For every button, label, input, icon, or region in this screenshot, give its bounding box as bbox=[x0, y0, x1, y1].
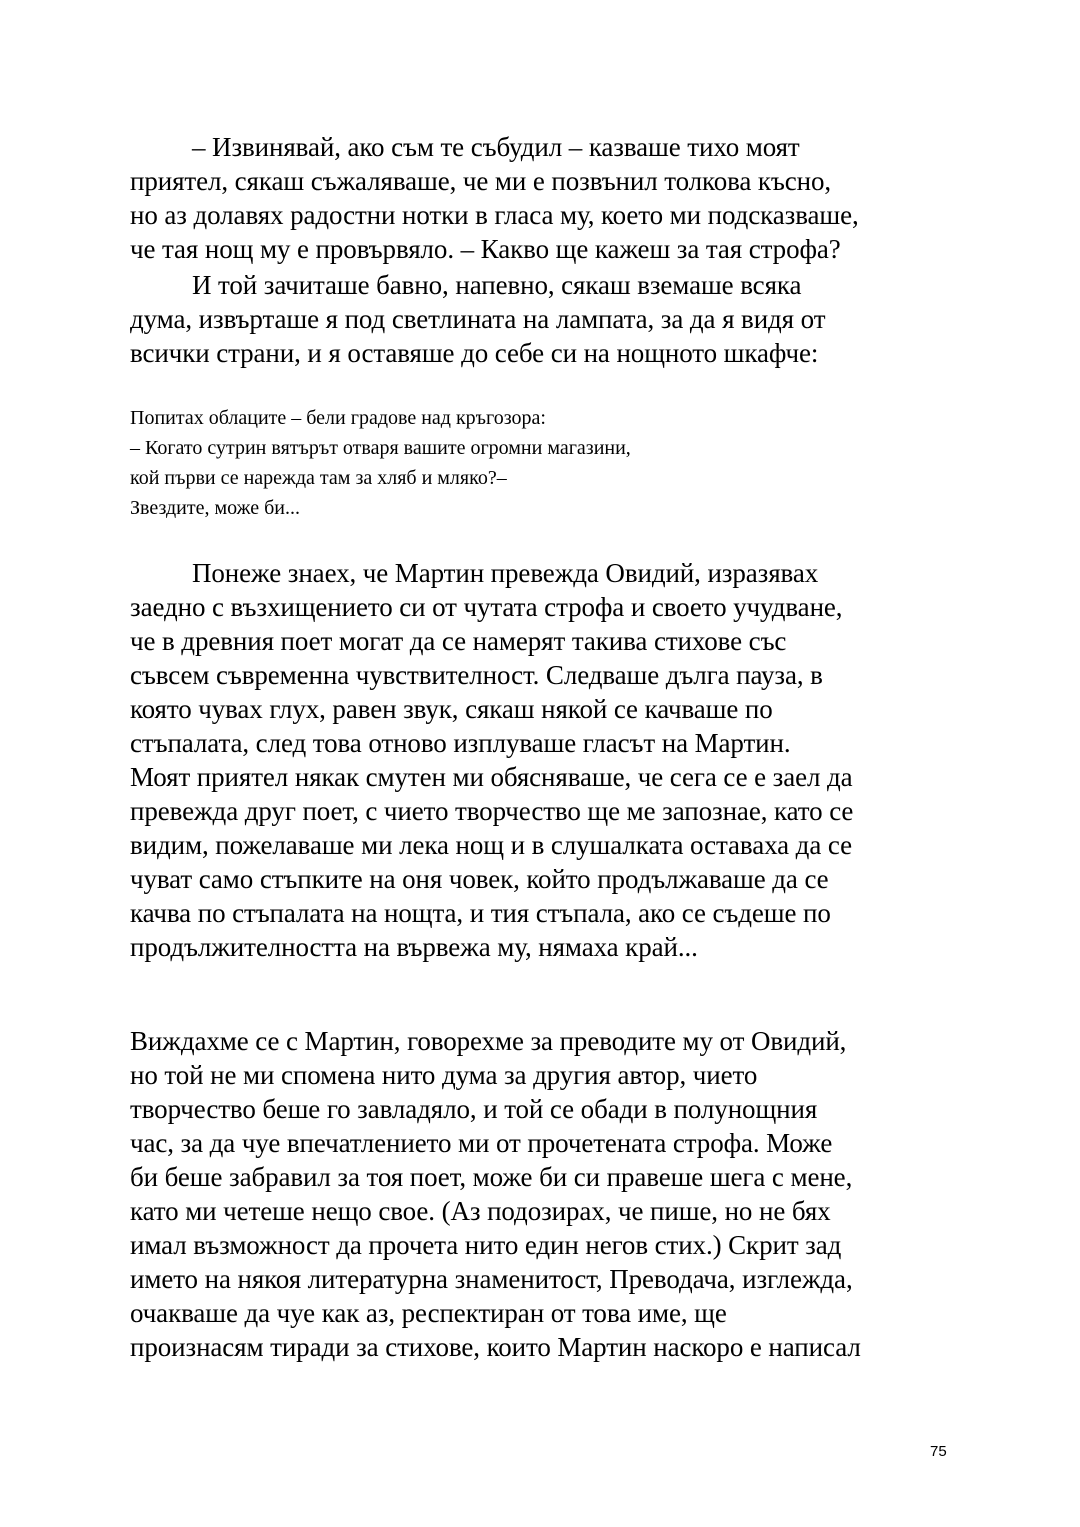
text-line: всички страни, и я оставяше до себе си на нощното шкафче: bbox=[130, 338, 819, 368]
text-line: имал възможност да прочета нито един негов стих.) Скрит зад bbox=[130, 1230, 842, 1260]
poem-line: Звездите, може би... bbox=[130, 497, 300, 519]
text-line: съвсем съвременна чувствителност. Следваше дълга пауза, в bbox=[130, 660, 823, 690]
text-line: би беше забравил за тоя поет, може би си правеше шега с мене, bbox=[130, 1162, 853, 1192]
text-line: Виждахме се с Мартин, говорехме за преводите му от Овидий, bbox=[130, 1026, 847, 1056]
poem-line: кой първи се нарежда там за хляб и мляко?– bbox=[130, 467, 507, 489]
text-line: превежда друг поет, с чието творчество ще ме запознае, като се bbox=[130, 796, 854, 826]
text-line: Моят приятел някак смутен ми обясняваше, че сега се е заел да bbox=[130, 762, 853, 792]
text-line: Понеже знаех, че Мартин превежда Овидий, изразявах bbox=[192, 558, 819, 588]
text-line: продължителността на вървежа му, нямаха край... bbox=[130, 932, 698, 962]
text-line: чуват само стъпките на оня човек, който продължаваше да се bbox=[130, 864, 829, 894]
text-line: качва по стъпалата на нощта, и тия стъпала, ако се съдеше по bbox=[130, 898, 831, 928]
text-line: видим, пожелаваше ми лека нощ и в слушалката оставаха да се bbox=[130, 830, 852, 860]
text-line: че тая нощ му е провървяло. – Какво ще кажеш за тая строфа? bbox=[130, 234, 841, 264]
page-number: 75 bbox=[930, 1443, 947, 1460]
text-line: – Извинявай, ако съм те събудил – казваше тихо моят bbox=[192, 132, 800, 162]
text-line: очакваше да чуе как аз, респектиран от това име, ще bbox=[130, 1298, 727, 1328]
text-line: произнасям тиради за стихове, които Мартин наскоро е написал bbox=[130, 1332, 861, 1362]
text-line: творчество беше го завладяло, и той се обади в полунощния bbox=[130, 1094, 818, 1124]
poem-line: – Когато сутрин вятърът отваря вашите огромни магазини, bbox=[130, 437, 631, 459]
text-line: приятел, сякаш съжаляваше, че ми е позвънил толкова късно, bbox=[130, 166, 832, 196]
text-line: И той зачиташе бавно, напевно, сякаш вземаше всяка bbox=[192, 270, 802, 300]
text-line: като ми четеше нещо свое. (Аз подозирах, че пише, но не бях bbox=[130, 1196, 831, 1226]
poem-line: Попитах облаците – бели градове над кръгозора: bbox=[130, 407, 546, 429]
text-line: дума, извърташе я под светлината на лампата, за да я видя от bbox=[130, 304, 826, 334]
text-line: стъпалата, след това отново изплуваше гласът на Мартин. bbox=[130, 728, 791, 758]
text-line: но аз долавях радостни нотки в гласа му, което ми подсказваше, bbox=[130, 200, 859, 230]
text-line: заедно с възхищението си от чутата строфа и своето учудване, bbox=[130, 592, 843, 622]
text-line: която чувах глух, равен звук, сякаш някой се качваше по bbox=[130, 694, 773, 724]
text-line: че в древния поет могат да се намерят такива стихове със bbox=[130, 626, 787, 656]
text-line: час, за да чуе впечатлението ми от прочетената строфа. Може bbox=[130, 1128, 833, 1158]
text-line: но той не ми спомена нито дума за другия автор, чието bbox=[130, 1060, 758, 1090]
text-line: името на някоя литературна знаменитост, Преводача, изглежда, bbox=[130, 1264, 853, 1294]
